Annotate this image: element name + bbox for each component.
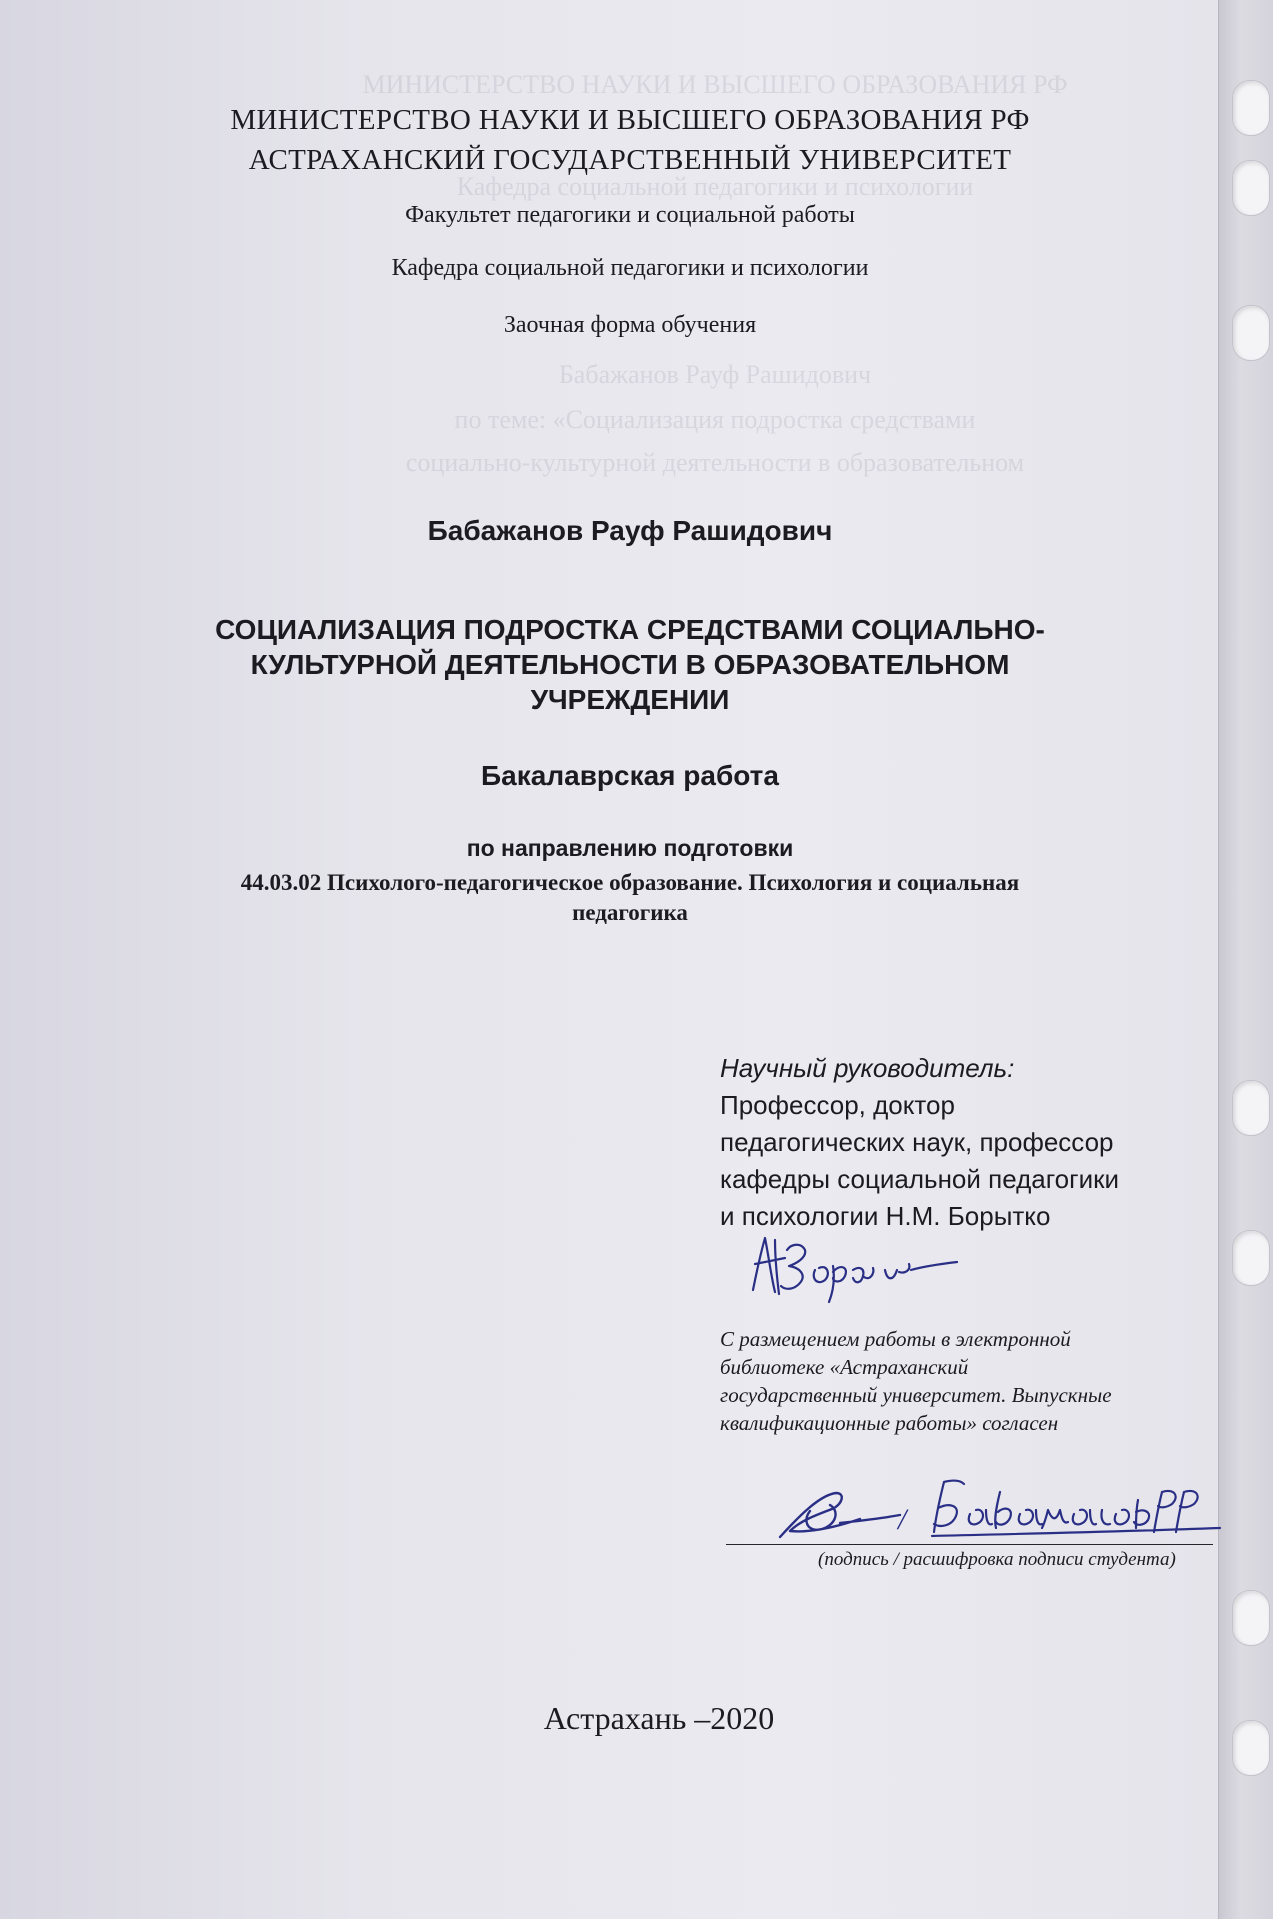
supervisor-signature [735,1230,965,1305]
bleed-through-text: по теме: «Социализация подростка средствами [454,405,976,434]
thesis-title [130,612,1130,717]
supervisor-block [720,1050,1190,1235]
bleed-through-text: социально-культурной деятельности в образовательном [405,448,1025,477]
ministry-line: МИНИСТЕРСТВО НАУКИ И ВЫСШЕГО ОБРАЗОВАНИЯ РФ [230,104,1030,136]
supervisor-line: Профессор, доктор [720,1090,955,1120]
bleed-through-text: Бабажанов Рауф Рашидович [558,360,872,389]
signature-caption: (подпись / расшифровка подписи студента) [818,1549,1176,1570]
consent-line: квалификационные работы» согласен [720,1411,1059,1435]
supervisor-line: кафедры социальной педагогики [720,1164,1120,1194]
supervisor-role: Научный руководитель: [720,1053,1015,1083]
consent-block [720,1325,1220,1437]
punch-hole [1232,1590,1270,1646]
study-form-line: Заочная форма обучения [503,312,757,338]
bleed-through-text: Кафедра социальной педагогики и психологии [456,172,974,201]
supervisor-line: педагогических наук, профессор [720,1127,1114,1157]
city-year: Астрахань –2020 [543,1700,775,1736]
bleed-through-text: МИНИСТЕРСТВО НАУКИ И ВЫСШЕГО ОБРАЗОВАНИЯ РФ [362,70,1068,99]
punch-hole [1232,1080,1270,1136]
title-line: КУЛЬТУРНОЙ ДЕЯТЕЛЬНОСТИ В ОБРАЗОВАТЕЛЬНОМ [250,649,1010,680]
consent-line: государственный университет. Выпускные [720,1383,1112,1407]
university-line: АСТРАХАНСКИЙ ГОСУДАРСТВЕННЫЙ УНИВЕРСИТЕТ [248,144,1012,176]
consent-line: С размещением работы в электронной [720,1327,1071,1351]
direction-label: по направлению подготовки [466,835,794,861]
faculty-line: Факультет педагогики и социальной работы [405,202,855,228]
punch-hole [1232,305,1270,361]
specialty-line: 44.03.02 Психолого-педагогическое образование. Психология и социальная [240,870,1020,895]
work-type: Бакалаврская работа [481,760,779,791]
specialty-line: педагогика [572,900,688,925]
supervisor-line: и психологии Н.М. Борытко [720,1201,1051,1231]
header-block [130,100,1130,180]
signature-separator: / [898,1503,907,1536]
student-signature-decipherment [930,1470,1230,1545]
punch-hole [1232,1230,1270,1286]
student-signature [740,1475,920,1550]
specialty [130,868,1130,928]
consent-line: библиотеке «Астраханский [720,1355,969,1379]
title-line: СОЦИАЛИЗАЦИЯ ПОДРОСТКА СРЕДСТВАМИ СОЦИАЛЬНО- [215,614,1045,645]
signature-line [726,1544,1213,1545]
department-line: Кафедра социальной педагогики и психологии [391,255,869,281]
author-name: Бабажанов Рауф Рашидович [427,515,833,546]
title-line: УЧРЕЖДЕНИИ [530,684,730,715]
